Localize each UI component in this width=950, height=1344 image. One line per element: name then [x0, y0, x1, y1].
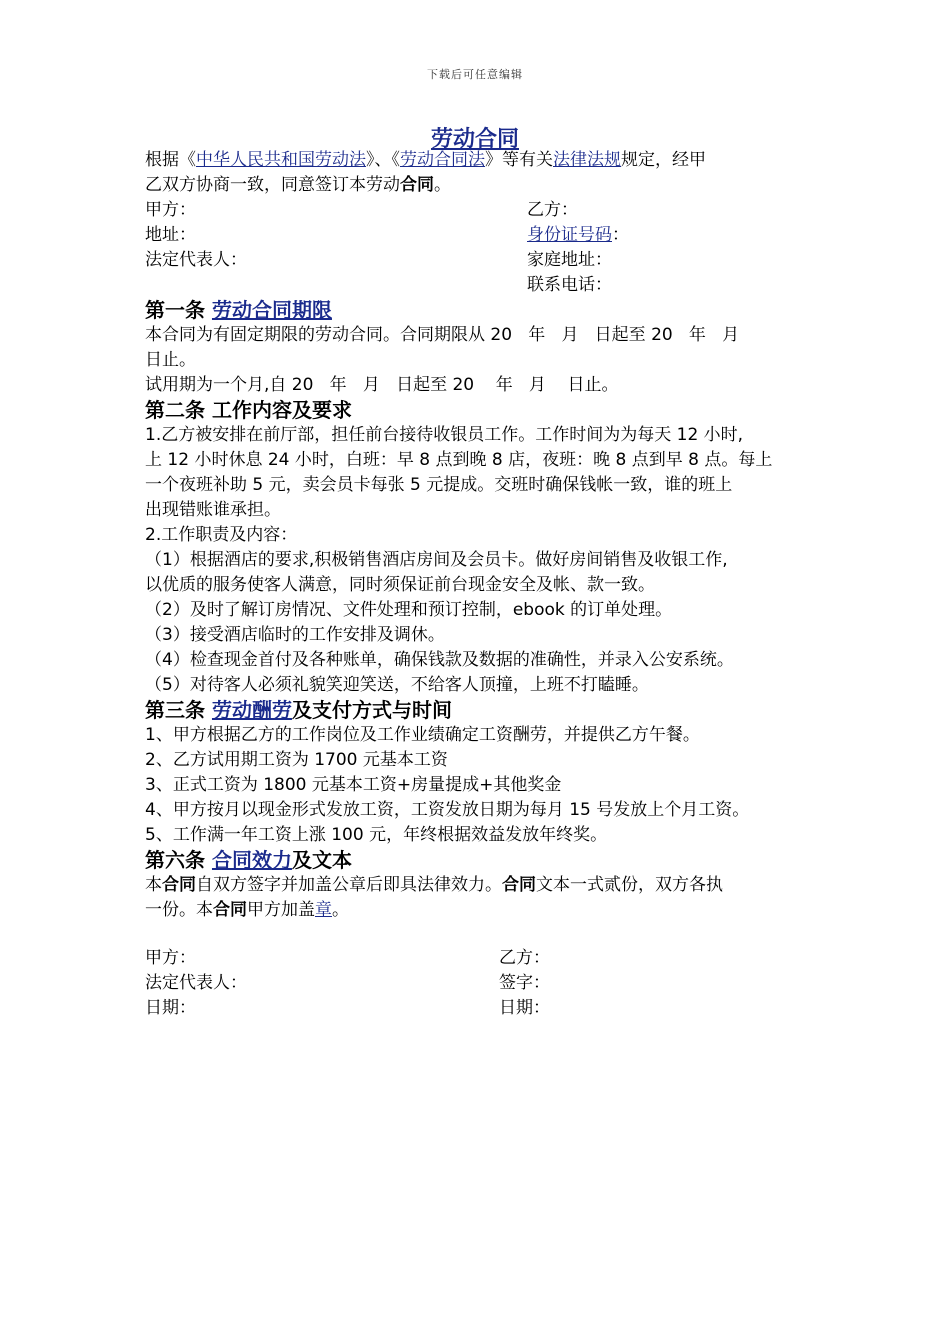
article-3-line: 3、正式工资为 1800 元基本工资+房量提成+其他奖金 — [145, 775, 562, 795]
intro-line-2 — [145, 173, 810, 198]
article-2-line: （2）及时了解订房情况、文件处理和预订控制，ebook 的订单处理。 — [145, 600, 673, 620]
id-number-link[interactable]: 身份证号码 — [527, 225, 612, 245]
article-2-line: （3）接受酒店临时的工作安排及调休。 — [145, 625, 445, 645]
labor-pay-link[interactable]: 劳动酬劳 — [211, 698, 292, 722]
article-1-heading — [145, 298, 810, 323]
contract-bold: 合同 — [502, 875, 536, 895]
signature-row-3 — [145, 996, 810, 1021]
article-1-line: 试用期为一个月,自 20 年 月 日起至 20 年 月 日止。 — [145, 375, 619, 395]
article-number: 第三条 — [145, 698, 212, 722]
article-2-line: 2.工作职责及内容： — [145, 525, 298, 545]
party-row-1 — [145, 198, 810, 223]
article-2-line: 以优质的服务使客人满意，同时须保证前台现金安全及帐、款一致。 — [145, 575, 655, 595]
top-note: 下载后可任意编辑 — [427, 68, 523, 81]
text: 一份。本 — [145, 900, 213, 920]
home-address-label: 家庭地址： — [527, 250, 612, 270]
contract-bold: 合同 — [400, 175, 434, 195]
legal-rep-label: 法定代表人： — [145, 250, 247, 270]
party-a-label: 甲方： — [145, 200, 196, 220]
text: 本 — [145, 875, 162, 895]
labor-contract-law-link[interactable]: 劳动合同法 — [400, 150, 485, 170]
intro-text: 。 — [434, 175, 451, 195]
intro-text: 根据《 — [145, 150, 196, 170]
signature-block — [145, 946, 810, 1021]
title-link[interactable]: 劳动合同 — [430, 127, 519, 152]
article-6-line-2 — [145, 898, 810, 923]
intro-text: 》等有关 — [485, 150, 553, 170]
signature-row-1 — [145, 946, 810, 971]
article-6-line-1 — [145, 873, 810, 898]
article-2-line: （4）检查现金首付及各种账单，确保钱款及数据的准确性，并录入公安系统。 — [145, 650, 734, 670]
id-colon: ： — [612, 225, 629, 245]
article-6-heading — [145, 848, 810, 873]
sig-date-a-label: 日期： — [145, 998, 196, 1018]
article-number: 第六条 — [145, 848, 212, 872]
contract-term-link[interactable]: 劳动合同期限 — [211, 298, 332, 322]
party-b-label: 乙方： — [527, 200, 578, 220]
contract-bold: 合同 — [162, 875, 196, 895]
intro-text: 》、《 — [366, 150, 400, 170]
text: 。 — [332, 900, 349, 920]
article-1-line: 日止。 — [145, 350, 196, 370]
id-number-field — [527, 223, 629, 248]
seal-link[interactable]: 章 — [315, 900, 332, 920]
sig-party-b-label: 乙方： — [499, 948, 550, 968]
article-3-line: 2、乙方试用期工资为 1700 元基本工资 — [145, 750, 448, 770]
signature-row-2 — [145, 971, 810, 996]
document-body — [145, 148, 810, 923]
article-2-line: （1）根据酒店的要求,积极销售酒店房间及会员卡。做好房间销售及收银工作, — [145, 550, 728, 570]
article-3-line: 4、甲方按月以现金形式发放工资，工资发放日期为每月 15 号发放上个月工资。 — [145, 800, 750, 820]
labor-law-link[interactable]: 中华人民共和国劳动法 — [196, 150, 366, 170]
contract-validity-link[interactable]: 合同效力 — [211, 848, 292, 872]
article-3-title-rest: 及支付方式与时间 — [291, 698, 452, 722]
article-6-title-rest: 及文本 — [291, 848, 352, 872]
laws-regulations-link[interactable]: 法律法规 — [553, 150, 621, 170]
article-1-line: 本合同为有固定期限的劳动合同。合同期限从 20 年 月 日起至 20 年 月 — [145, 325, 740, 345]
phone-label: 联系电话： — [527, 275, 612, 295]
article-3-line: 1、甲方根据乙方的工作岗位及工作业绩确定工资酬劳，并提供乙方午餐。 — [145, 725, 700, 745]
article-2-line: （5）对待客人必须礼貌笑迎笑送，不给客人顶撞，上班不打瞌睡。 — [145, 675, 649, 695]
text: 自双方签字并加盖公章后即具法律效力。 — [196, 875, 502, 895]
intro-text: 规定，经甲 — [621, 150, 706, 170]
contract-bold: 合同 — [213, 900, 247, 920]
sig-date-b-label: 日期： — [499, 998, 550, 1018]
party-row-3 — [145, 248, 810, 273]
address-label: 地址： — [145, 225, 196, 245]
text: 甲方加盖 — [247, 900, 315, 920]
article-2-line: 一个夜班补助 5 元，卖会员卡每张 5 元提成。交班时确保钱帐一致，谁的班上 — [145, 475, 733, 495]
article-3-heading — [145, 698, 810, 723]
article-2-heading: 第二条 工作内容及要求 — [145, 398, 352, 422]
text: 文本一式贰份，双方各执 — [536, 875, 723, 895]
article-3-line: 5、工作满一年工资上涨 100 元，年终根据效益发放年终奖。 — [145, 825, 608, 845]
intro-line-1 — [145, 148, 810, 173]
sig-legal-rep-label: 法定代表人： — [145, 973, 247, 993]
sig-sign-label: 签字： — [499, 973, 550, 993]
party-row-4 — [145, 273, 810, 298]
article-2-line: 上 12 小时休息 24 小时，白班：早 8 点到晚 8 店，夜班：晚 8 点到早 8 点。每上 — [145, 450, 773, 470]
article-2-line: 1.乙方被安排在前厅部，担任前台接待收银员工作。工作时间为为每天 12 小时, — [145, 425, 744, 445]
party-row-2 — [145, 223, 810, 248]
article-2-line: 出现错账谁承担。 — [145, 500, 281, 520]
sig-party-a-label: 甲方： — [145, 948, 196, 968]
article-number: 第一条 — [145, 298, 212, 322]
intro-text: 乙双方协商一致，同意签订本劳动 — [145, 175, 400, 195]
